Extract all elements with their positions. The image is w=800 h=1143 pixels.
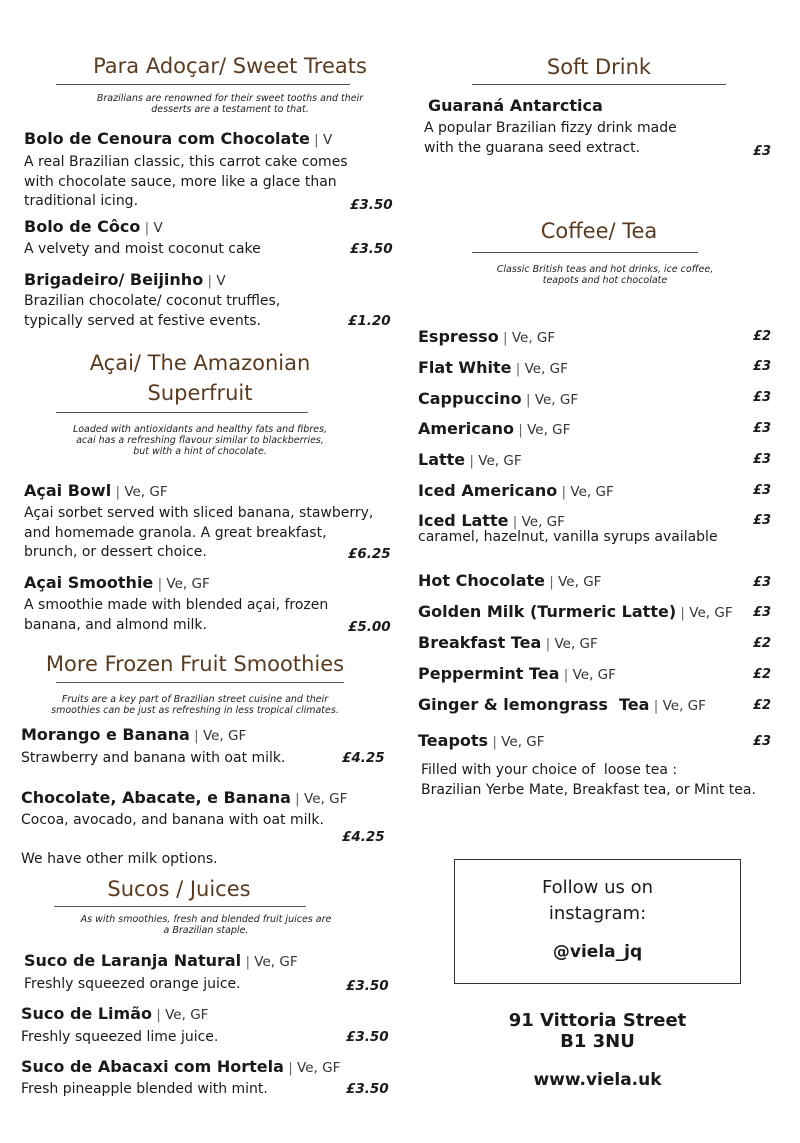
item-price: £3 bbox=[753, 734, 772, 749]
item-name: Brigadeiro/ Beijinho bbox=[24, 270, 204, 289]
item-description: Freshly squeezed lime juice. bbox=[21, 1029, 219, 1045]
item-price: £3.50 bbox=[346, 1081, 389, 1097]
milk-options-note: We have other milk options. bbox=[21, 851, 218, 867]
item-tag: | Ve, GF bbox=[111, 484, 167, 500]
item-price: £3.50 bbox=[346, 1029, 389, 1045]
item-price: £3 bbox=[753, 605, 772, 620]
item-price: £2 bbox=[753, 636, 772, 651]
website-link[interactable]: www.viela.uk bbox=[533, 1070, 662, 1090]
instagram-callout: Follow us on instagram: bbox=[541, 877, 654, 924]
item-name: Suco de Limão bbox=[21, 1004, 152, 1023]
item-name: Chocolate, Abacate, e Banana bbox=[21, 788, 291, 807]
item-name: Iced Latte bbox=[418, 511, 509, 530]
section-intro: As with smoothies, fresh and blended fruit juices are a Brazilian staple. bbox=[80, 914, 332, 936]
item-tag: | V bbox=[203, 273, 225, 289]
menu-item-acai-smoothie bbox=[24, 573, 210, 592]
item-price: £6.25 bbox=[348, 546, 391, 562]
item-price: £2 bbox=[753, 329, 772, 344]
item-name: Americano bbox=[418, 419, 514, 438]
item-name: Breakfast Tea bbox=[418, 633, 542, 652]
item-price: £1.20 bbox=[348, 313, 391, 329]
item-name: Suco de Abacaxi com Hortela bbox=[21, 1057, 284, 1076]
item-name: Iced Americano bbox=[418, 481, 558, 500]
section-intro: Loaded with antioxidants and healthy fats and fibres, acai has a refreshing flavour similar to blackberries, but with a hint of chocolate. bbox=[72, 424, 328, 457]
item-name: Hot Chocolate bbox=[418, 571, 545, 590]
item-name: Açai Smoothie bbox=[24, 573, 154, 592]
section-title-juices: Sucos / Juices bbox=[107, 877, 251, 901]
menu-item-flat-white bbox=[418, 358, 568, 377]
menu-item-acai-bowl bbox=[24, 481, 168, 500]
menu-item-brigadeiro bbox=[24, 270, 226, 289]
item-tag: | Ve, GF bbox=[511, 361, 567, 377]
menu-item-cappuccino bbox=[418, 389, 578, 408]
item-description: Strawberry and banana with oat milk. bbox=[21, 750, 286, 766]
section-intro: Fruits are a key part of Brazilian street cuisine and their smoothies can be just as refreshing in less tropical climates. bbox=[51, 694, 339, 716]
item-name: Golden Milk (Turmeric Latte) bbox=[418, 602, 677, 621]
item-price: £3 bbox=[753, 452, 772, 467]
item-price: £2 bbox=[753, 667, 772, 682]
item-price: £3 bbox=[753, 144, 772, 159]
section-intro: Brazilians are renowned for their sweet tooths and their desserts are a testament to that. bbox=[96, 93, 364, 115]
item-tag: | Ve, GF bbox=[152, 1007, 208, 1023]
item-tag: | Ve, GF bbox=[508, 514, 564, 530]
item-name: Espresso bbox=[418, 327, 499, 346]
item-tag: | Ve, GF bbox=[488, 734, 544, 750]
item-name: Bolo de Côco bbox=[24, 217, 141, 236]
item-name: Morango e Banana bbox=[21, 725, 190, 744]
item-description: Fresh pineapple blended with mint. bbox=[21, 1081, 268, 1097]
section-title-sweet-treats: Para Adoçar/ Sweet Treats bbox=[93, 54, 367, 78]
item-name: Açai Bowl bbox=[24, 481, 112, 500]
item-name: Peppermint Tea bbox=[418, 664, 560, 683]
menu-item-peppermint-tea bbox=[418, 664, 616, 683]
item-name-guarana: Guaraná Antarctica bbox=[428, 96, 603, 115]
item-tag: | Ve, GF bbox=[190, 728, 246, 744]
item-tag: | Ve, GF bbox=[153, 576, 209, 592]
postcode: B1 3NU bbox=[560, 1031, 635, 1052]
item-tag: | Ve, GF bbox=[514, 422, 570, 438]
item-tag: | Ve, GF bbox=[499, 330, 555, 346]
item-tag: | Ve, GF bbox=[557, 484, 613, 500]
section-title-coffee-tea: Coffee/ Tea bbox=[540, 219, 658, 243]
item-price: £3.50 bbox=[350, 241, 393, 257]
item-tag: | Ve, GF bbox=[545, 574, 601, 590]
menu-item-suco-de-limao bbox=[21, 1004, 208, 1023]
menu-item-morango-e-banana bbox=[21, 725, 246, 744]
divider bbox=[56, 682, 344, 683]
item-description: Freshly squeezed orange juice. bbox=[24, 976, 241, 992]
item-tag: | Ve, GF bbox=[241, 954, 297, 970]
item-price: £5.00 bbox=[348, 619, 391, 635]
menu-item-latte bbox=[418, 450, 522, 469]
item-tag: | Ve, GF bbox=[291, 791, 347, 807]
menu-item-suco-de-abacaxi bbox=[21, 1057, 340, 1076]
item-description: Açai sorbet served with sliced banana, stawberry, and homemade granola. A great breakfast, brunch, or dessert choice. bbox=[24, 505, 374, 560]
item-name: Suco de Laranja Natural bbox=[24, 951, 242, 970]
menu-item-bolo-de-cenoura bbox=[24, 129, 332, 148]
menu-item-teapots bbox=[418, 731, 545, 750]
item-price: £4.25 bbox=[342, 829, 385, 845]
syrups-note: caramel, hazelnut, vanilla syrups available bbox=[418, 529, 718, 545]
menu-item-hot-chocolate bbox=[418, 571, 601, 590]
item-price: £3 bbox=[753, 421, 772, 436]
item-tag: | Ve, GF bbox=[284, 1060, 340, 1076]
item-name: Latte bbox=[418, 450, 466, 469]
item-tag: | Ve, GF bbox=[649, 698, 705, 714]
item-price: £3 bbox=[753, 390, 772, 405]
divider bbox=[472, 84, 726, 85]
item-tag: | V bbox=[140, 220, 162, 236]
divider bbox=[56, 84, 350, 85]
divider bbox=[56, 412, 308, 413]
item-price: £3 bbox=[753, 513, 772, 528]
item-price: £2 bbox=[753, 698, 772, 713]
menu-item-suco-de-laranja bbox=[24, 951, 298, 970]
instagram-handle[interactable]: @viela_jq bbox=[552, 942, 643, 962]
item-tag: | V bbox=[310, 132, 332, 148]
item-description: Brazilian chocolate/ coconut truffles, typically served at festive events. bbox=[24, 293, 281, 329]
address bbox=[454, 1010, 741, 1052]
item-name: Flat White bbox=[418, 358, 512, 377]
item-tag: | Ve, GF bbox=[676, 605, 732, 621]
menu-item-espresso bbox=[418, 327, 555, 346]
menu-item-golden-milk bbox=[418, 602, 733, 621]
item-description: A smoothie made with blended açai, frozen banana, and almond milk. bbox=[24, 597, 329, 633]
section-title-acai: Açai/ The Amazonian Superfruit bbox=[89, 351, 311, 405]
item-description: Cocoa, avocado, and banana with oat milk. bbox=[21, 812, 324, 828]
item-description: A real Brazilian classic, this carrot cake comes with chocolate sauce, more like a glace than traditional icing. bbox=[24, 154, 348, 209]
item-name: Bolo de Cenoura com Chocolate bbox=[24, 129, 310, 148]
section-intro: Classic British teas and hot drinks, ice coffee, teapots and hot chocolate bbox=[496, 264, 714, 286]
menu-item-americano bbox=[418, 419, 570, 438]
divider bbox=[54, 906, 306, 907]
item-description: A velvety and moist coconut cake bbox=[24, 241, 261, 257]
item-description: A popular Brazilian fizzy drink made with the guarana seed extract. bbox=[424, 120, 677, 156]
item-price: £3 bbox=[753, 359, 772, 374]
item-name: Cappuccino bbox=[418, 389, 522, 408]
item-tag: | Ve, GF bbox=[541, 636, 597, 652]
menu-item-iced-americano bbox=[418, 481, 614, 500]
item-price: £3 bbox=[753, 575, 772, 590]
item-tag: | Ve, GF bbox=[522, 392, 578, 408]
item-name: Ginger & lemongrass Tea bbox=[418, 695, 650, 714]
teapot-note: Filled with your choice of loose tea : Brazilian Yerbe Mate, Breakfast tea, or Mint tea. bbox=[421, 762, 756, 798]
item-tag: | Ve, GF bbox=[559, 667, 615, 683]
item-price: £3 bbox=[753, 483, 772, 498]
menu-item-breakfast-tea bbox=[418, 633, 598, 652]
item-name: Teapots bbox=[418, 731, 489, 750]
menu-item-chocolate-abacate bbox=[21, 788, 347, 807]
item-price: £4.25 bbox=[342, 750, 385, 766]
section-title-soft-drink: Soft Drink bbox=[546, 55, 652, 79]
divider bbox=[472, 252, 698, 253]
item-price: £3.50 bbox=[346, 978, 389, 994]
menu-item-ginger-lemongrass-tea bbox=[418, 695, 706, 714]
section-title-smoothies: More Frozen Fruit Smoothies bbox=[45, 652, 345, 676]
street: 91 Vittoria Street bbox=[508, 1010, 687, 1031]
item-tag: | Ve, GF bbox=[465, 453, 521, 469]
item-price: £3.50 bbox=[350, 197, 393, 213]
menu-item-bolo-de-coco bbox=[24, 217, 163, 236]
